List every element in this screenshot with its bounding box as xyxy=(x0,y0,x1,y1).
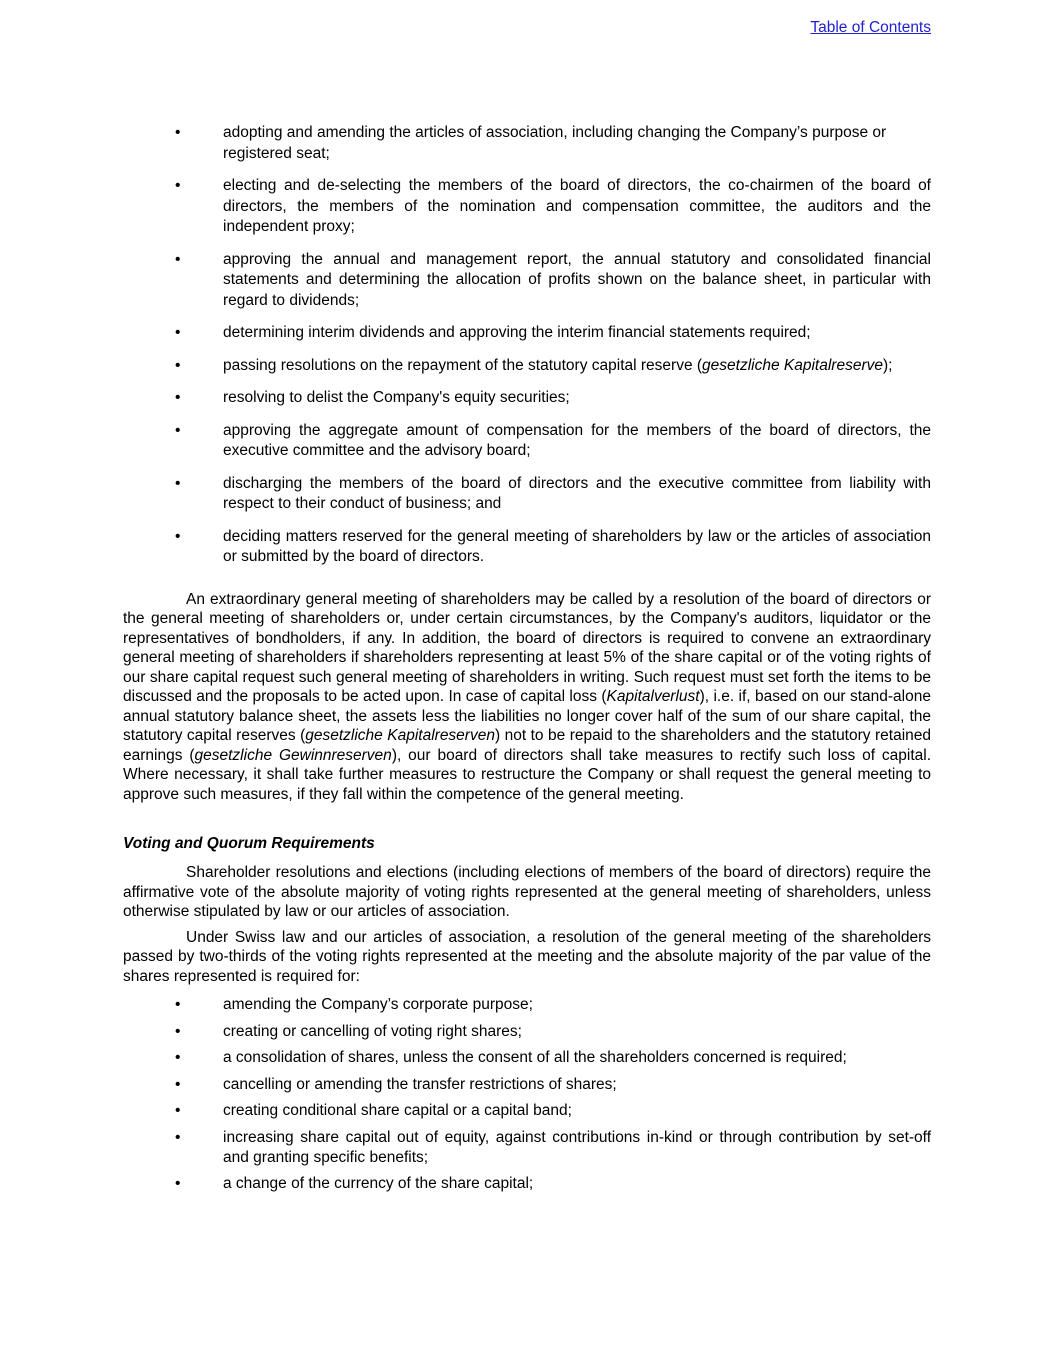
list-item xyxy=(123,323,931,344)
list-item-text: creating conditional share capital or a capital band; xyxy=(223,1102,572,1119)
bullet-marker: • xyxy=(175,389,181,406)
list-item-text: deciding matters reserved for the general meeting of shareholders by law or the articles of association or submitted by the board of directors. xyxy=(223,527,931,565)
bullet-marker: • xyxy=(175,250,181,268)
bullet-marker: • xyxy=(175,177,181,194)
list-item-text: determining interim dividends and approving the interim financial statements required; xyxy=(223,324,811,341)
list-item xyxy=(123,1128,931,1168)
list-item xyxy=(123,527,931,568)
shareholder-resolutions-paragraph: Shareholder resolutions and elections (including elections of members of the board of directors) require the affirmative vote of the absolute majority of voting rights represented at the general meeting of shareholders, unless otherwise stipulated by law or our articles of association. xyxy=(123,864,931,920)
bullet-marker: • xyxy=(175,356,181,374)
toc-row xyxy=(123,18,931,38)
bullet-marker: • xyxy=(175,996,181,1013)
list-item xyxy=(123,1022,931,1042)
list-item xyxy=(123,995,931,1015)
list-item-text: cancelling or amending the transfer restrictions of shares; xyxy=(223,1075,617,1093)
bullet-marker: • xyxy=(175,1102,181,1119)
swiss-law-paragraph: Under Swiss law and our articles of association, a resolution of the general meeting of the shareholders passed by two-thirds of the voting rights represented at the meeting and the absolute majority of the par value of the shares represented is required for: xyxy=(123,928,931,985)
bullet-marker: • xyxy=(175,124,181,141)
list-item xyxy=(123,421,931,462)
list-item xyxy=(123,250,931,312)
bullet-marker: • xyxy=(175,1175,181,1192)
list-item-text: adopting and amending the articles of association, including changing the Company’s purpose or registered seat; xyxy=(223,124,887,162)
list-item-text: resolving to delist the Company's equity securities; xyxy=(223,389,570,406)
bullet-marker: • xyxy=(175,324,181,341)
bullet-marker: • xyxy=(175,1075,181,1093)
bullet-marker: • xyxy=(175,1022,181,1040)
list-item xyxy=(123,356,931,377)
list-item xyxy=(123,1075,931,1095)
table-of-contents-link[interactable]: Table of Contents xyxy=(810,19,931,36)
list-item-text: approving the aggregate amount of compensation for the members of the board of directors, the executive committee and the advisory board; xyxy=(223,421,931,459)
list-item-text: a change of the currency of the share capital; xyxy=(223,1175,534,1192)
list-item xyxy=(123,1174,931,1194)
list-item xyxy=(123,123,931,164)
bullet-marker: • xyxy=(175,1128,181,1146)
two-thirds-majority-bullet-list xyxy=(123,995,931,1194)
list-item-text: passing resolutions on the repayment of the statutory capital reserve (gesetzliche Kapitalreserve); xyxy=(223,356,893,374)
list-item xyxy=(123,1048,931,1068)
list-item xyxy=(123,388,931,409)
list-item-text: creating or cancelling of voting right shares; xyxy=(223,1022,522,1040)
section-heading-voting-quorum: Voting and Quorum Requirements xyxy=(123,835,375,852)
powers-bullet-list xyxy=(123,123,931,568)
list-item xyxy=(123,1101,931,1121)
list-item-text: approving the annual and management report, the annual statutory and consolidated financial statements and determining the allocation of profits shown on the balance sheet, in particular with regard to dividends; xyxy=(223,250,931,309)
bullet-marker: • xyxy=(175,421,181,439)
bullet-marker: • xyxy=(175,474,181,492)
bullet-marker: • xyxy=(175,1049,181,1066)
extraordinary-meeting-paragraph: An extraordinary general meeting of shareholders may be called by a resolution of the board of directors or the general meeting of shareholders or, under certain circumstances, by the Company's auditors, liquidator or the representatives of bondholders, if any. In addition, the board of directors is required to convene an extraordinary general meeting of shareholders if shareholders representing at least 5% of the share capital or of the voting rights of our share capital request such general meeting of shareholders in writing. Such request must set forth the items to be discussed and the proposals to be acted upon. In case of capital loss (Kapitalverlust), i.e. if, based on our stand-alone annual statutory balance sheet, the assets less the liabilities no longer cover half of the sum of our share capital, the statutory capital reserves (gesetzliche Kapitalreserven) not to be repaid to the shareholders and the statutory retained earnings (gesetzliche Gewinnreserven), our board of directors shall take measures to rectify such loss of capital. Where necessary, it shall take further measures to restructure the Company or shall request the general meeting to approve such measures, if they fall within the competence of the general meeting. xyxy=(123,590,932,803)
bullet-marker: • xyxy=(175,527,181,545)
list-item-text: a consolidation of shares, unless the consent of all the shareholders concerned is required; xyxy=(223,1049,847,1066)
list-item xyxy=(123,176,931,238)
list-item-text: increasing share capital out of equity, against contributions in-kind or through contribution by set-off and granting specific benefits; xyxy=(223,1128,931,1166)
list-item-text: amending the Company’s corporate purpose; xyxy=(223,996,533,1013)
list-item-text: electing and de-selecting the members of the board of directors, the co-chairmen of the board of directors, the members of the nomination and compensation committee, the auditors and the independent proxy; xyxy=(223,177,931,235)
list-item-text: discharging the members of the board of directors and the executive committee from liability with respect to their conduct of business; and xyxy=(223,474,931,512)
list-item xyxy=(123,474,931,515)
